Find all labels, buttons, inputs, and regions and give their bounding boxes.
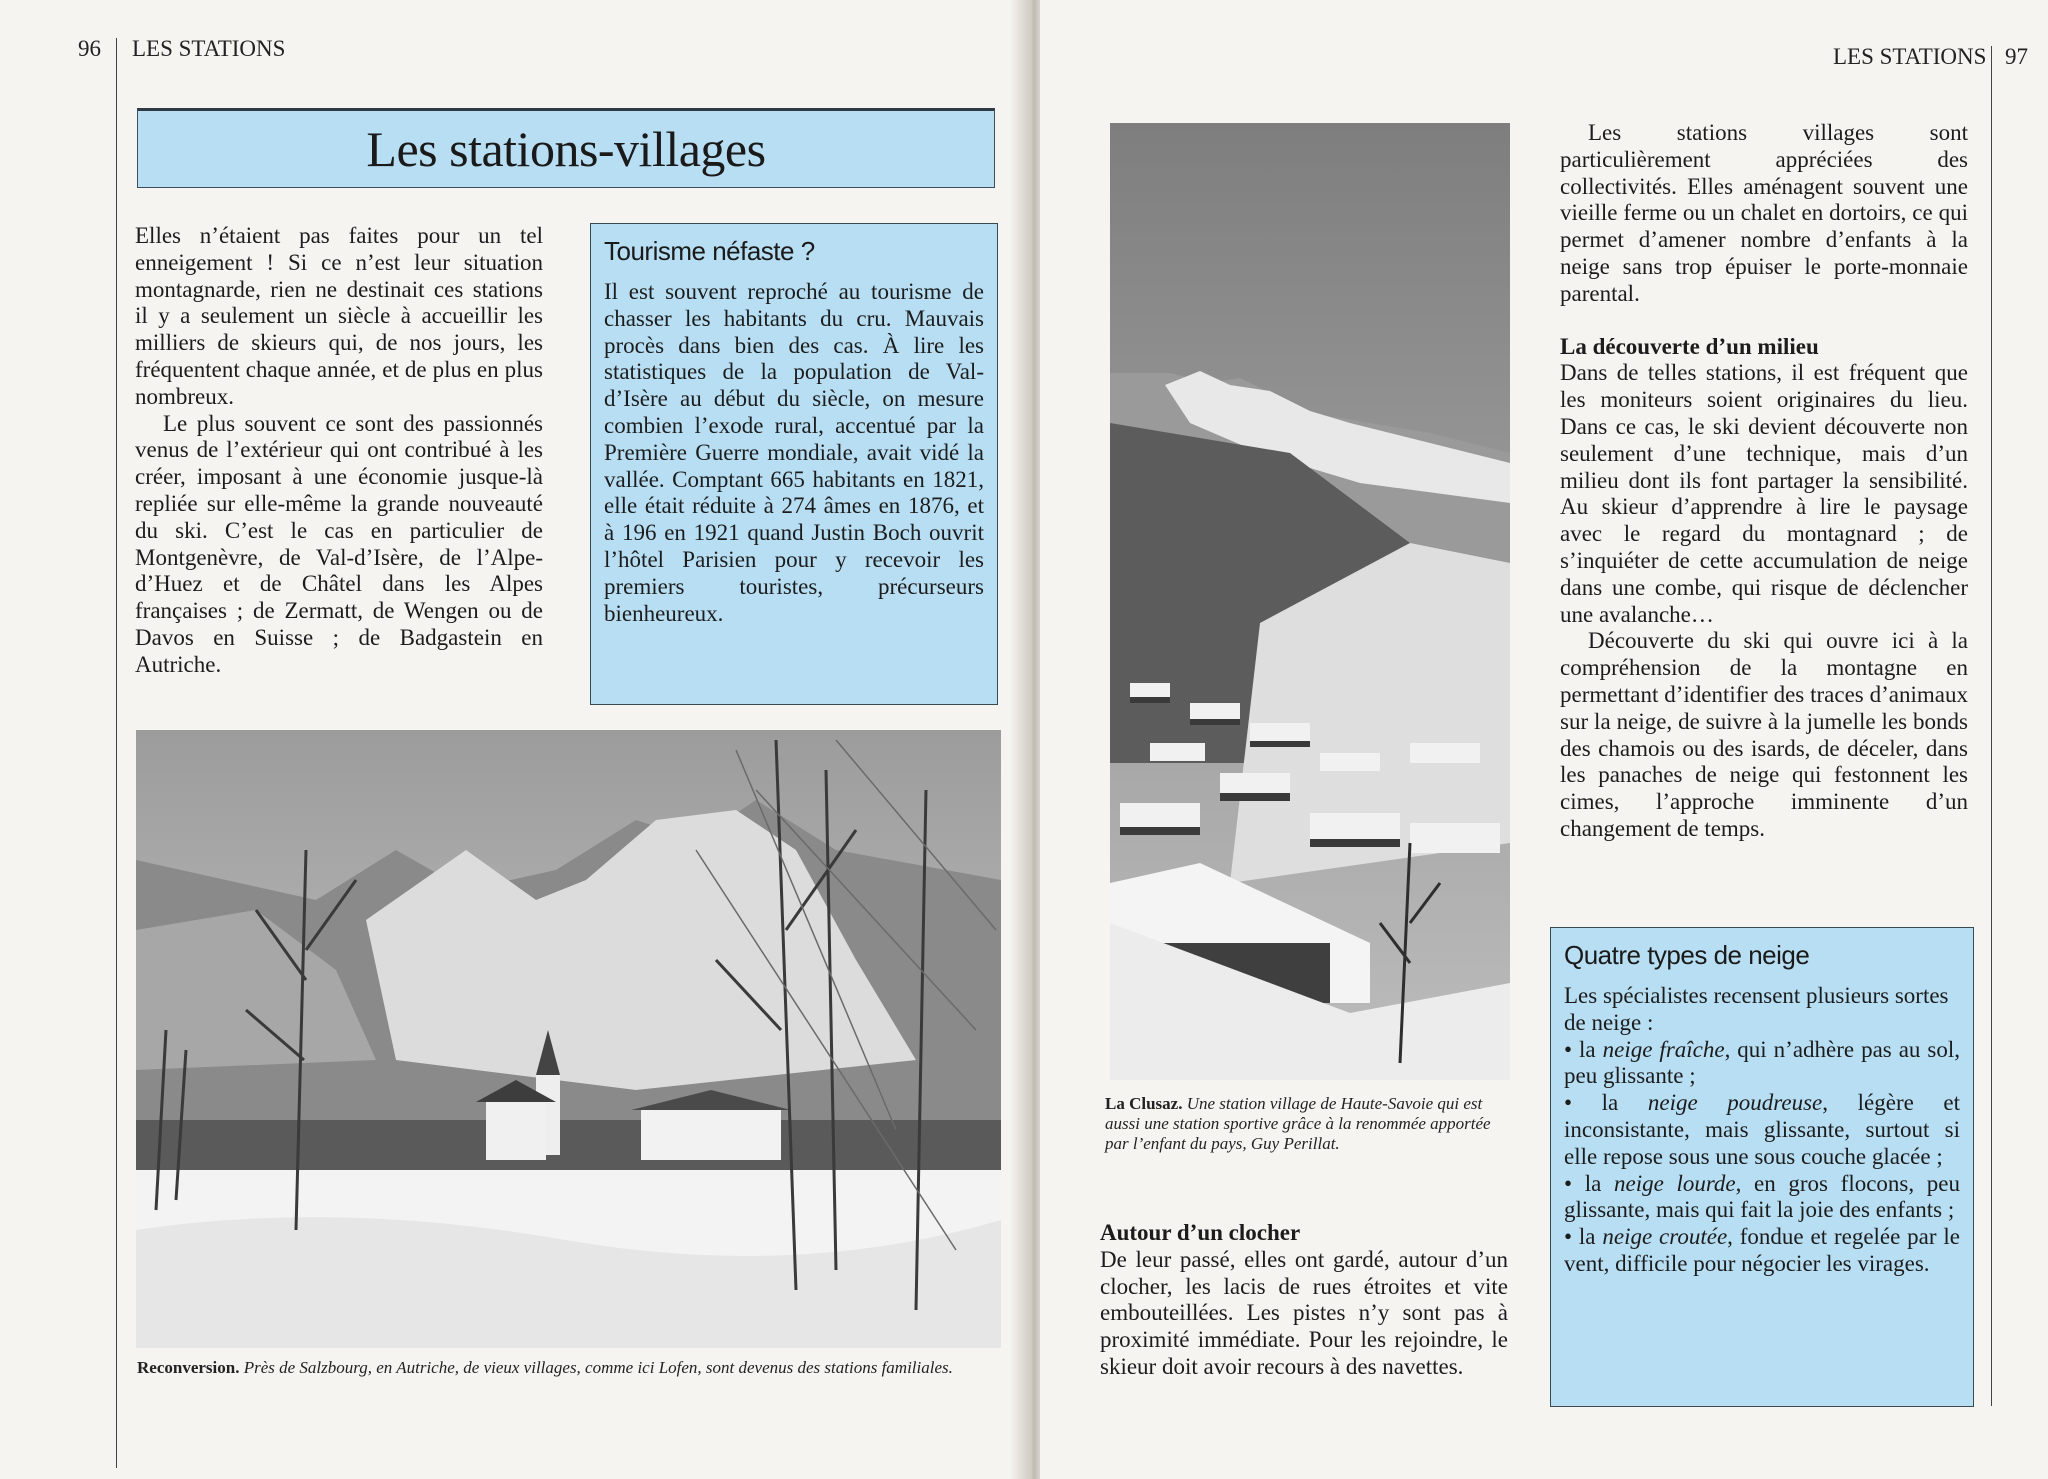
neige-item-term: neige lourde [1613, 1170, 1736, 1196]
neige-item-article: la [1601, 1090, 1619, 1116]
neige-item-article: la [1578, 1224, 1596, 1250]
sidebox-tourisme-title: Tourisme néfaste ? [604, 236, 815, 266]
bullet-icon: • [1564, 1170, 1573, 1196]
right-margin-rule [1991, 46, 1992, 1406]
page-number-left: 96 [78, 36, 101, 61]
intro-paragraph-2: Le plus souvent ce sont des passionnés venus de l’extérieur qui ont contribué à les créer, imposant à une économie jusque-là repliée sur elle-même la grande nouveauté du ski. C’est le cas en particulier de Montgenèvre, de Val-d’Isère, de l’Alpe-d’Huez et de Châtel dans les Alpes françaises ; de Zermatt, de Wengen ou de Davos en Suisse ; de Badgastein en Autriche. [135, 410, 543, 677]
section-clocher-heading: Autour d’un clocher [1100, 1220, 1301, 1245]
running-head-left: LES STATIONS [132, 36, 286, 61]
neige-item [1564, 1224, 1960, 1278]
intro-paragraph-1: Elles n’étaient pas faites pour un tel enneigement ! Si ce n’est leur situation montagnarde, rien ne destinait ces stations il y a seulement un siècle à accueillir les milliers de skieurs qui, de nos jours, les fréquentent chaque année, et de plus en plus nombreux. [135, 223, 543, 409]
sidebox-tourisme [590, 223, 998, 705]
section-clocher-text: De leur passé, elles ont gardé, autour d’un clocher, les lacis de rues étroites et vite embouteillées. Les pistes n’y sont pas à proximité immédiate. Pour les rejoindre, le skieur doit avoir recours à des navettes. [1100, 1246, 1508, 1379]
photo-la-clusaz [1110, 123, 1510, 1080]
intro-column [135, 223, 543, 679]
running-head-right: LES STATIONS [1833, 44, 1987, 69]
neige-item-text: , qui n’adhère pas au sol, peu glissante ; [1564, 1036, 1961, 1089]
right-text-column [1560, 120, 1968, 843]
photo-lofen-caption-text: Près de Salzbourg, en Autriche, de vieux villages, comme ici Lofen, sont devenus des stations familiales. [243, 1358, 953, 1377]
neige-item-text: , légère et inconsistante, mais glissante, surtout si elle repose sous une sous couche glacée ; [1564, 1090, 1961, 1169]
neige-item [1564, 1037, 1960, 1091]
neige-item-term: neige croutée [1602, 1224, 1728, 1250]
page-number-right: 97 [2005, 44, 2028, 69]
section-milieu-heading: La découverte d’un milieu [1560, 333, 1819, 359]
section-clocher [1100, 1220, 1508, 1381]
photo-lofen-image [136, 730, 1001, 1348]
title-banner [137, 108, 995, 188]
left-margin-rule [116, 38, 117, 1468]
page-title: Les stations-villages [366, 121, 766, 177]
photo-lofen [136, 730, 1001, 1348]
collectivites-paragraph: Les stations villages sont particulièrement appréciées des collectivités. Elles aménagent souvent une vieille ferme ou un chalet en dortoirs, ce qui permet d’amener nombre d’enfants à la neige sans trop épuiser le porte-monnaie parental. [1560, 120, 1968, 306]
bullet-icon: • [1564, 1090, 1573, 1116]
sidebox-neige-title: Quatre types de neige [1564, 940, 1810, 970]
neige-item-article: la [1579, 1036, 1596, 1062]
section-milieu-paragraph-2: Découverte du ski qui ouvre ici à la compréhension de la montagne en permettant d’identifier des traces d’animaux sur la neige, de suivre à la jumelle les bonds des chamois ou des isards, de déceler, dans les panaches de neige qui festonnent les cimes, l’approche imminente d’un changement de temps. [1560, 628, 1968, 841]
neige-item-text: , fondue et regelée par le vent, difficile pour négocier les virages. [1564, 1224, 1961, 1276]
neige-item-term: neige poudreuse [1647, 1090, 1823, 1116]
right-page [1040, 0, 2048, 1479]
neige-item [1564, 1090, 1960, 1170]
photo-lofen-caption-lead: Reconversion. [137, 1358, 240, 1377]
photo-lofen-caption [137, 1358, 999, 1378]
section-milieu-paragraph-1: Dans de telles stations, il est fréquent que les moniteurs soient originaires du lieu. Dans ce cas, le ski devient découverte non seulement d’une technique, mais d’un milieu dont ils font partager la sensibilité. Au skieur d’apprendre à lire le paysage avec le regard du montagnard ; de s’inquiéter de cette accumulation de neige dans une combe, qui risque de déclencher une avalanche… [1560, 360, 1968, 627]
neige-item-term: neige fraîche [1602, 1036, 1725, 1062]
sidebox-neige [1550, 927, 1974, 1407]
neige-item-text: , en gros flocons, peu glissante, mais qui fait la joie des enfants ; [1564, 1170, 1960, 1223]
photo-la-clusaz-caption-lead: La Clusaz. [1105, 1094, 1183, 1113]
sidebox-neige-intro: Les spécialistes recensent plusieurs sortes de neige : [1564, 983, 1949, 1035]
neige-item [1564, 1171, 1960, 1225]
neige-item-article: la [1584, 1170, 1602, 1196]
photo-la-clusaz-caption [1105, 1094, 1505, 1154]
bullet-icon: • [1564, 1036, 1573, 1062]
photo-la-clusaz-image [1110, 123, 1510, 1080]
photo-la-clusaz-caption-text: Une station village de Haute-Savoie qui est aussi une station sportive grâce à la renommée apportée par l’enfant du pays, Guy Perillat. [1105, 1094, 1491, 1153]
bullet-icon: • [1564, 1224, 1573, 1250]
sidebox-tourisme-text: Il est souvent reproché au tourisme de chasser les habitants du cru. Mauvais procès dans bien des cas. À lire les statistiques de la population de Val-d’Isère au début du siècle, on mesure combien l’exode rural, accentué par la Première Guerre mondiale, avait vidé la vallée. Comptant 665 habitants en 1821, elle était réduite à 274 âmes en 1876, et à 196 en 1921 quand Justin Boch ouvrit l’hôtel Parisien pour y recevoir les premiers touristes, précurseurs bienheureux. [604, 279, 984, 626]
